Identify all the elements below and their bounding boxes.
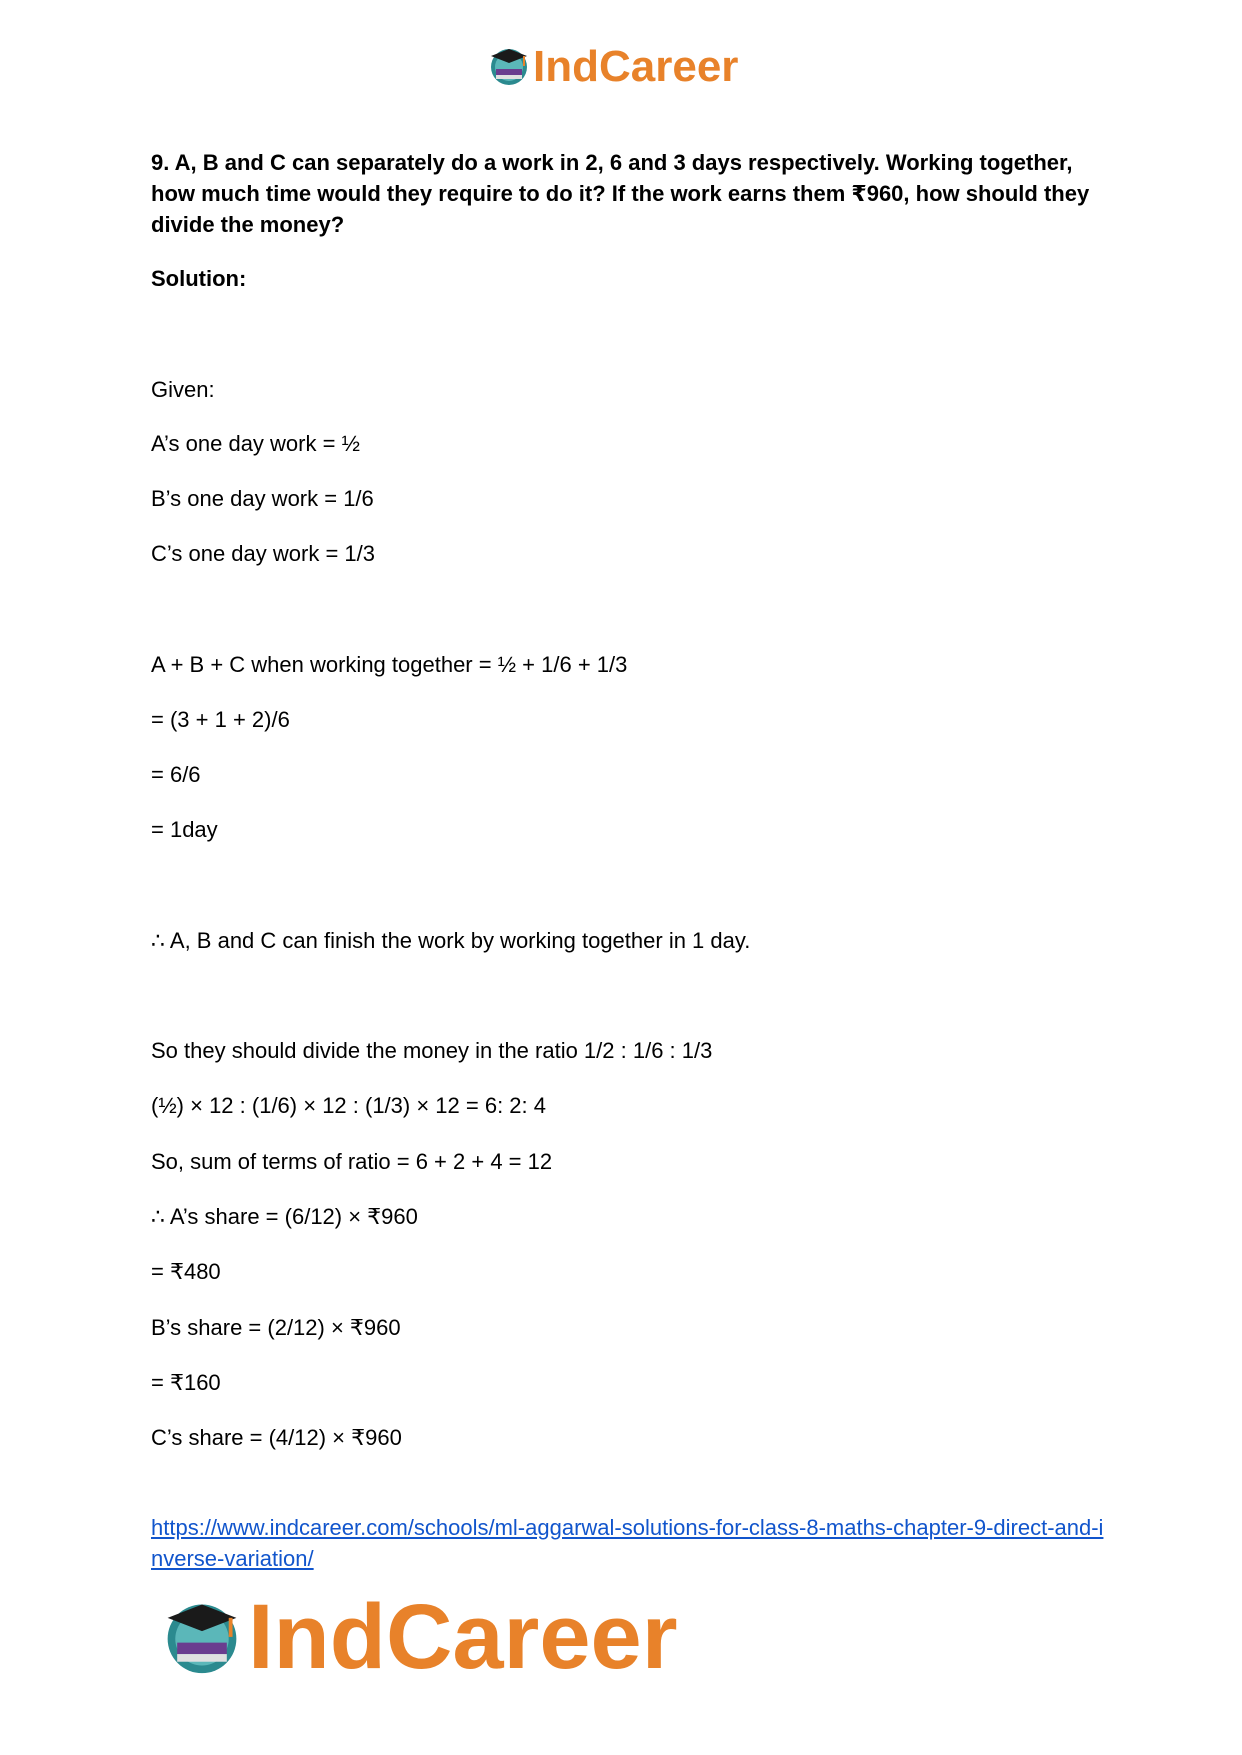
- solution-line-sum: = (3 + 1 + 2)/6: [151, 707, 290, 732]
- solution-line-a-share-value: = ₹480: [151, 1259, 221, 1284]
- logo-emblem-icon: [160, 1593, 244, 1682]
- solution-line-conclusion: ∴ A, B and C can finish the work by working together in 1 day.: [151, 928, 751, 953]
- solution-line-b-share-value: = ₹160: [151, 1370, 221, 1395]
- solution-line-ratio-sum: So, sum of terms of ratio = 6 + 2 + 4 = 12: [151, 1149, 553, 1174]
- solution-line-c-share: C’s share = (4/12) × ₹960: [151, 1425, 402, 1450]
- solution-line-together: A + B + C when working together = ½ + 1/6 + 1/3: [151, 652, 628, 677]
- solution-line-ratio: So they should divide the money in the ratio 1/2 : 1/6 : 1/3: [151, 1038, 713, 1063]
- solution-line-b-share: B’s share = (2/12) × ₹960: [151, 1315, 401, 1340]
- solution-line-ratio-simplified: (½) × 12 : (1/6) × 12 : (1/3) × 12 = 6: 2: 4: [151, 1093, 547, 1118]
- solution-line-a-work: A’s one day work = ½: [151, 431, 360, 456]
- logo-wordmark: IndCareer: [533, 42, 739, 91]
- source-link[interactable]: https://www.indcareer.com/schools/ml-aggarwal-solutions-for-class-8-maths-chapter-9-direct-and-inverse-variation/: [151, 1515, 1104, 1571]
- solution-line-c-work: C’s one day work = 1/3: [151, 541, 375, 566]
- footer-logo: [160, 1585, 678, 1690]
- solution-line-result: = 1day: [151, 817, 218, 842]
- solution-line-a-share: ∴ A’s share = (6/12) × ₹960: [151, 1204, 418, 1229]
- logo-wordmark: IndCareer: [248, 1586, 678, 1688]
- solution-heading: Solution:: [151, 266, 247, 291]
- logo-emblem-icon: [487, 43, 531, 92]
- solution-line-b-work: B’s one day work = 1/6: [151, 486, 374, 511]
- header-logo: [487, 42, 738, 92]
- question-text: 9. A, B and C can separately do a work in 2, 6 and 3 days respectively. Working together, how much time would they require to do it? If the work earns them ₹960, how should they divide the money?: [151, 150, 1090, 237]
- solution-line-given: Given:: [151, 377, 215, 402]
- solution-line-fraction: = 6/6: [151, 762, 201, 787]
